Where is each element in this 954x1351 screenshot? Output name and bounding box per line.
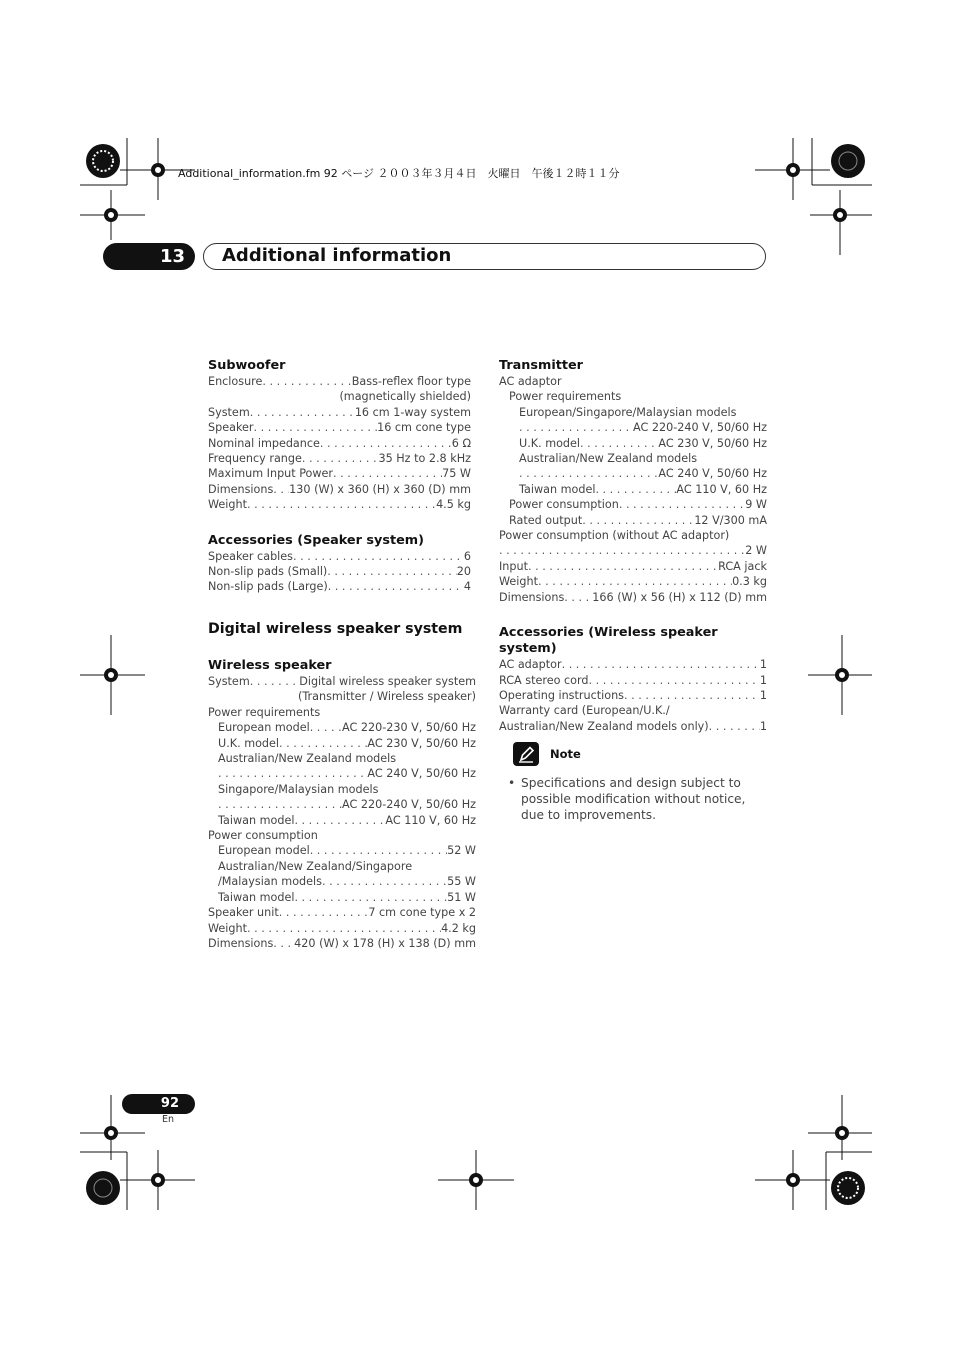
spec-row (208, 843, 476, 858)
spec-value: 2 W (745, 544, 767, 558)
spec-label: Power consumption (509, 498, 619, 512)
spec-label: U.K. model (218, 736, 280, 750)
file-header-line: Additional_information.fm 92 ページ ２００３年３月４日 火曜日 午後１２時１１分 (178, 167, 620, 180)
accessories-speaker-heading: Accessories (Speaker system) (208, 532, 424, 548)
spec-row (499, 590, 767, 605)
spec-label: Power requirements (509, 390, 622, 404)
spec-row (208, 466, 471, 481)
spec-value: AC 240 V, 50/60 Hz (367, 767, 476, 781)
spec-row (208, 405, 471, 420)
spec-value: 1 (759, 673, 767, 687)
page-language: En (162, 1114, 175, 1125)
spec-value: 420 (W) x 178 (H) x 138 (D) mm (294, 936, 476, 950)
spec-label: Australian/New Zealand/Singapore (218, 859, 413, 873)
spec-value: 16 cm cone type (377, 421, 471, 435)
spec-value: 35 Hz to 2.8 kHz (378, 452, 471, 466)
spec-row (208, 497, 471, 512)
spec-row (499, 497, 767, 512)
spec-label: Weight (208, 921, 247, 935)
spec-label: Dimensions (208, 936, 274, 950)
spec-row (499, 673, 767, 688)
spec-value: 0.3 kg (732, 575, 767, 589)
page-number: 92 (122, 1094, 195, 1114)
spec-row (208, 579, 471, 594)
subwoofer-heading: Subwoofer (208, 358, 286, 373)
spec-label: European model (218, 844, 310, 858)
spec-row (499, 688, 767, 703)
spec-row (208, 766, 476, 781)
spec-value: 51 W (447, 890, 476, 904)
spec-row (208, 813, 476, 828)
spec-row (208, 720, 476, 735)
spec-value: 4.5 kg (436, 498, 471, 512)
spec-label: Frequency range (208, 452, 302, 466)
spec-label: Enclosure (208, 375, 263, 388)
spec-row (208, 736, 476, 751)
spec-value: Digital wireless speaker system (299, 675, 476, 688)
spec-value: AC 240 V, 50/60 Hz (658, 467, 767, 481)
right-column (499, 358, 767, 734)
transmitter-heading: Transmitter (499, 358, 583, 373)
spec-value: 130 (W) x 360 (H) x 360 (D) mm (289, 482, 471, 496)
spec-label: Power consumption (208, 829, 318, 843)
spec-label: Rated output (509, 513, 583, 527)
spec-value: Bass-reflex floor type (351, 375, 471, 388)
spec-label: European/Singapore/Malaysian models (519, 405, 737, 419)
spec-label: Australian/New Zealand models only) (499, 719, 709, 733)
spec-row (499, 719, 767, 734)
spec-row (499, 436, 767, 451)
spec-row (499, 513, 767, 528)
spec-label: Operating instructions (499, 688, 625, 702)
spec-label: Speaker (208, 421, 254, 435)
spec-label: Weight (499, 575, 538, 589)
spec-value: AC 220-240 V, 50/60 Hz (633, 421, 767, 435)
note-label: Note (550, 747, 581, 761)
spec-value: RCA jack (718, 559, 767, 573)
bullet: • (508, 776, 516, 790)
spec-value: AC 220-230 V, 50/60 Hz (342, 721, 476, 735)
spec-value: 9 W (745, 498, 767, 512)
spec-label: Speaker cables (208, 549, 293, 563)
spec-row (208, 549, 471, 564)
spec-label: RCA stereo cord (499, 673, 589, 687)
spec-label: Speaker unit (208, 906, 279, 920)
spec-row (208, 482, 471, 497)
spec-row (208, 420, 471, 435)
spec-row (208, 797, 476, 812)
spec-label: Australian/New Zealand models (218, 752, 397, 766)
spec-value: 1 (759, 658, 767, 672)
spec-label: Australian/New Zealand models (519, 452, 698, 466)
spec-label: Maximum Input Power (208, 467, 334, 481)
spec-label: Non-slip pads (Large) (208, 580, 328, 594)
spec-row (208, 936, 476, 951)
spec-label: Dimensions (499, 590, 565, 604)
spec-label: Power consumption (without AC adaptor) (499, 529, 730, 543)
spec-value: 1 (759, 719, 767, 733)
spec-label: Dimensions (208, 482, 274, 496)
spec-row (208, 674, 476, 689)
spec-label: U.K. model (519, 436, 581, 450)
spec-label: Weight (208, 498, 247, 512)
spec-value: 55 W (447, 875, 476, 889)
note-body (508, 775, 770, 823)
spec-row (208, 436, 471, 451)
wireless-speaker-section (208, 658, 476, 951)
spec-label: Taiwan model (218, 890, 295, 904)
spec-row (499, 559, 767, 574)
spec-value: (magnetically shielded) (339, 390, 471, 404)
spec-label: AC adaptor (499, 375, 562, 388)
spec-label: Taiwan model (519, 482, 596, 496)
spec-value: 75 W (442, 467, 471, 481)
chapter-number-badge: 13 (103, 243, 195, 270)
spec-row (208, 374, 471, 389)
spec-label: /Malaysian models (218, 875, 322, 889)
wireless-speaker-heading: Wireless speaker (208, 658, 332, 673)
spec-value: 7 cm cone type x 2 (368, 906, 476, 920)
spec-row (499, 574, 767, 589)
spec-value: AC 220-240 V, 50/60 Hz (342, 798, 476, 812)
spec-row (499, 466, 767, 481)
spec-value: AC 110 V, 60 Hz (676, 482, 767, 496)
note-text: Specifications and design subject to possible modification without notice, due to improvements. (521, 776, 746, 822)
spec-row (499, 420, 767, 435)
digital-wireless-heading: Digital wireless speaker system (208, 621, 463, 637)
note-icon (513, 742, 539, 766)
spec-value: AC 230 V, 50/60 Hz (367, 736, 476, 750)
spec-row (499, 482, 767, 497)
accessories-wireless-heading: Accessories (Wireless speaker system) (499, 625, 718, 657)
spec-value: 52 W (447, 844, 476, 858)
spec-row (208, 905, 476, 920)
left-column (208, 358, 471, 595)
spec-value: 6 Ω (451, 436, 471, 450)
spec-row (208, 890, 476, 905)
spec-label: System (208, 405, 250, 419)
spec-value: 166 (W) x 56 (H) x 112 (D) mm (592, 590, 767, 604)
spec-row (499, 543, 767, 558)
spec-label: System (208, 675, 250, 688)
spec-value: 16 cm 1-way system (354, 405, 471, 419)
spec-row (208, 921, 476, 936)
spec-label: Nominal impedance (208, 436, 320, 450)
spec-value: 4 (463, 580, 471, 594)
spec-row (499, 657, 767, 672)
spec-label: Input (499, 559, 528, 573)
spec-row (208, 451, 471, 466)
spec-value: AC 230 V, 50/60 Hz (658, 436, 767, 450)
spec-label: Taiwan model (218, 813, 295, 827)
spec-value: 12 V/300 mA (694, 513, 767, 527)
spec-row (208, 564, 471, 579)
spec-value: 4.2 kg (441, 921, 476, 935)
spec-value: AC 110 V, 60 Hz (385, 813, 476, 827)
spec-value: 1 (759, 688, 767, 702)
spec-label: AC adaptor (499, 658, 562, 672)
spec-value: (Transmitter / Wireless speaker) (297, 690, 476, 704)
spec-label: European model (218, 721, 310, 735)
chapter-title: Additional information (222, 245, 452, 266)
spec-value: 6 (463, 549, 471, 563)
spec-label: Warranty card (European/U.K./ (499, 704, 670, 718)
spec-label: Non-slip pads (Small) (208, 565, 328, 579)
spec-row (208, 874, 476, 889)
spec-label: Power requirements (208, 705, 321, 719)
spec-value: 20 (456, 565, 471, 579)
spec-label: Singapore/Malaysian models (218, 782, 379, 796)
